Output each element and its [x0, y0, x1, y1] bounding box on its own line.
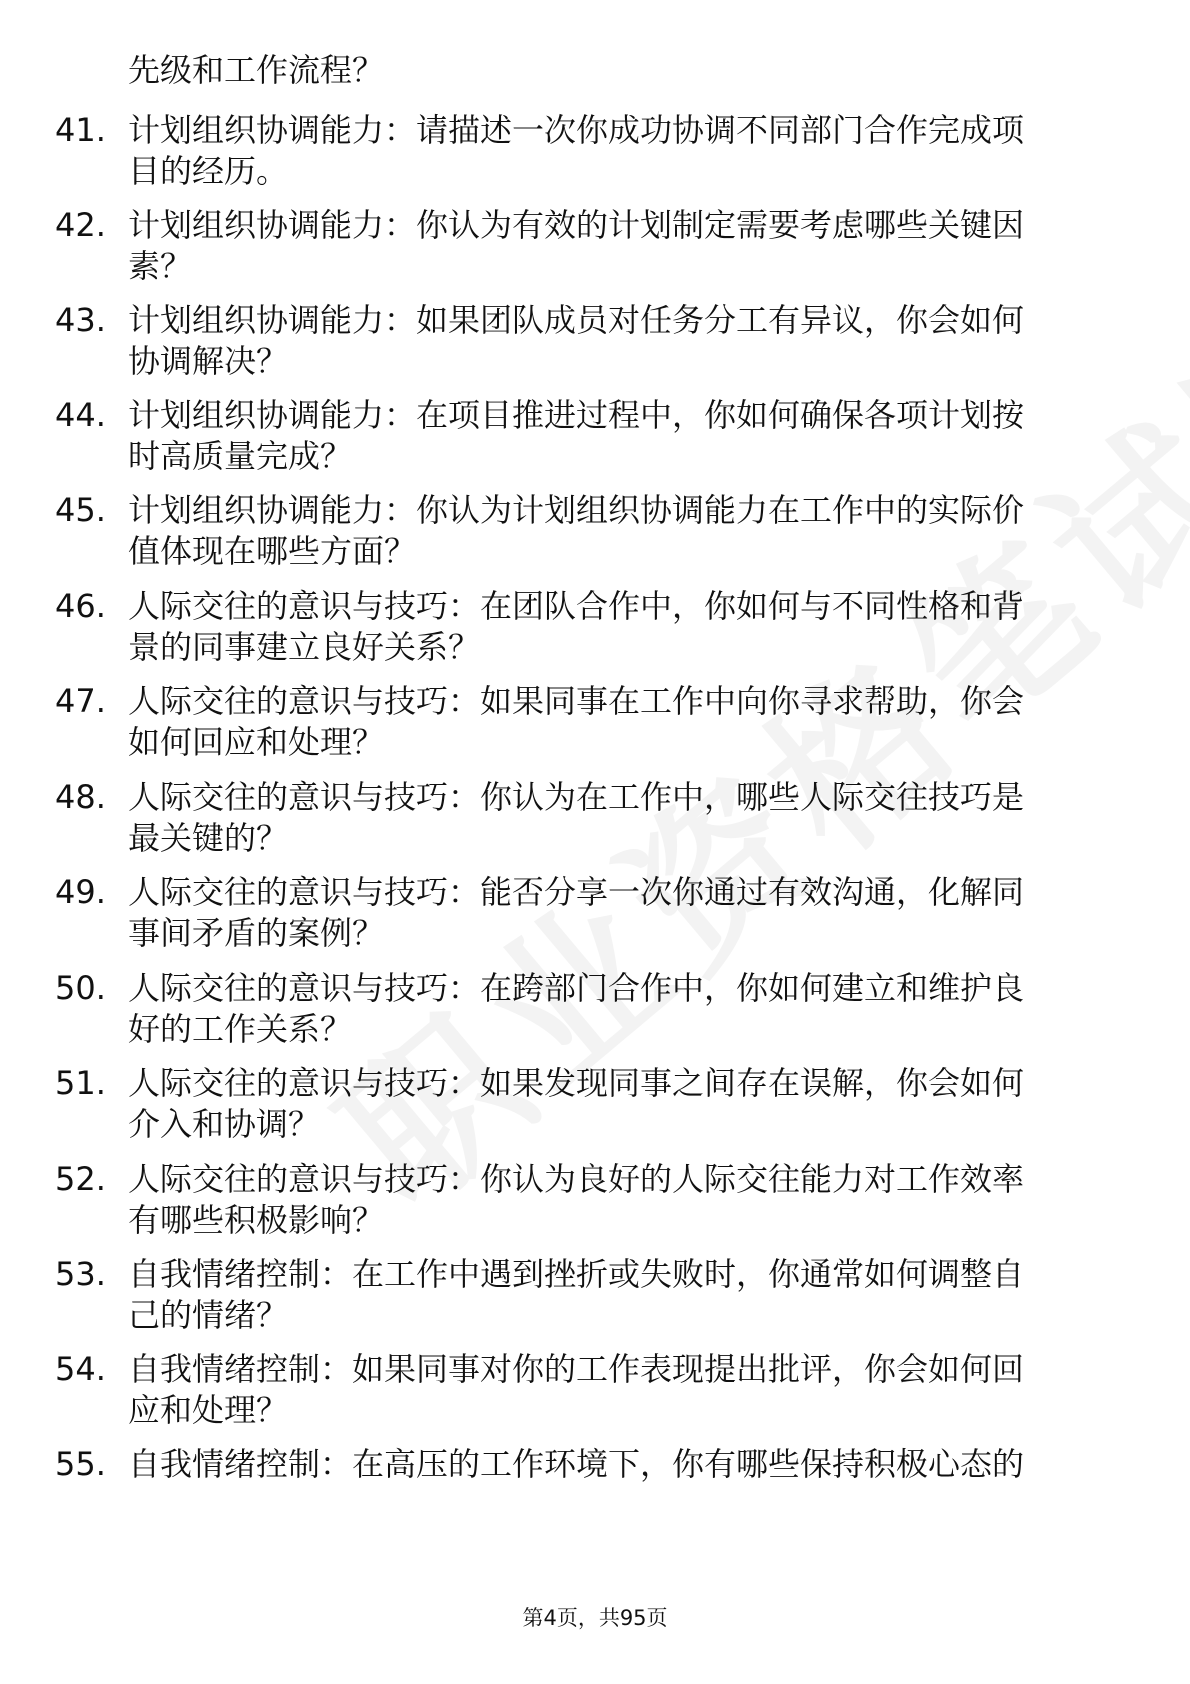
question-item: [0, 110, 1190, 194]
question-text-line: 素？: [128, 247, 193, 285]
question-item: [0, 586, 1190, 670]
question-text-line: 人际交往的意识与技巧：如果发现同事之间存在误解，你会如何: [128, 1064, 1025, 1102]
question-item: [0, 1063, 1190, 1147]
question-number: 44.: [55, 396, 106, 434]
question-item: [0, 205, 1190, 289]
question-text-line: 介入和协调？: [128, 1105, 321, 1143]
question-text-line: 好的工作关系？: [128, 1010, 353, 1048]
question-text-line: 景的同事建立良好关系？: [128, 628, 481, 666]
question-text-line: 己的情绪？: [128, 1296, 289, 1334]
question-item: [0, 1254, 1190, 1338]
question-item: [0, 872, 1190, 956]
question-text-line: 事间矛盾的案例？: [128, 914, 385, 952]
question-text-line: 计划组织协调能力：你认为有效的计划制定需要考虑哪些关键因: [128, 206, 1025, 244]
question-text-line: 应和处理？: [128, 1391, 289, 1429]
question-text-line: 人际交往的意识与技巧：能否分享一次你通过有效沟通，化解同: [128, 873, 1025, 911]
question-text-line: 时高质量完成？: [128, 437, 353, 475]
question-text-line: 值体现在哪些方面？: [128, 532, 417, 570]
question-text-line: 如何回应和处理？: [128, 723, 385, 761]
question-text-line: 自我情绪控制：如果同事对你的工作表现提出批评，你会如何回: [128, 1350, 1025, 1388]
question-number: 48.: [55, 778, 106, 816]
question-text-line: 人际交往的意识与技巧：你认为在工作中，哪些人际交往技巧是: [128, 778, 1025, 816]
question-text-line: 自我情绪控制：在工作中遇到挫折或失败时，你通常如何调整自: [128, 1255, 1025, 1293]
question-number: 55.: [55, 1445, 106, 1483]
question-number: 49.: [55, 873, 106, 911]
question-number: 45.: [55, 491, 106, 529]
question-text-line: 人际交往的意识与技巧：在跨部门合作中，你如何建立和维护良: [128, 969, 1025, 1007]
question-item: [0, 1349, 1190, 1433]
question-number: 47.: [55, 682, 106, 720]
continuation-text: 先级和工作流程？: [128, 51, 385, 89]
question-number: 53.: [55, 1255, 106, 1293]
question-number: 50.: [55, 969, 106, 1007]
question-text-line: 计划组织协调能力：在项目推进过程中，你如何确保各项计划按: [128, 396, 1025, 434]
question-number: 41.: [55, 111, 106, 149]
question-item: [0, 777, 1190, 861]
question-text-line: 人际交往的意识与技巧：如果同事在工作中向你寻求帮助，你会: [128, 682, 1025, 720]
question-text-line: 协调解决？: [128, 342, 289, 380]
question-item: [0, 968, 1190, 1052]
question-number: 46.: [55, 587, 106, 625]
page-footer: 第4页，共95页: [522, 1606, 668, 1630]
question-text-line: 自我情绪控制：在高压的工作环境下，你有哪些保持积极心态的: [128, 1445, 1025, 1483]
question-number: 43.: [55, 301, 106, 339]
question-text-line: 人际交往的意识与技巧：你认为良好的人际交往能力对工作效率: [128, 1160, 1025, 1198]
question-item: [0, 681, 1190, 765]
question-text-line: 有哪些积极影响？: [128, 1201, 385, 1239]
question-item: [0, 1444, 1190, 1528]
question-text-line: 计划组织协调能力：如果团队成员对任务分工有异议，你会如何: [128, 301, 1025, 339]
question-text-line: 计划组织协调能力：你认为计划组织协调能力在工作中的实际价: [128, 491, 1025, 529]
question-text-line: 最关键的？: [128, 819, 289, 857]
question-number: 52.: [55, 1160, 106, 1198]
question-item: [0, 490, 1190, 574]
question-text-line: 目的经历。: [128, 152, 289, 190]
question-text-line: 计划组织协调能力：请描述一次你成功协调不同部门合作完成项: [128, 111, 1025, 149]
question-number: 54.: [55, 1350, 106, 1388]
question-item: [0, 1159, 1190, 1243]
question-text-line: 人际交往的意识与技巧：在团队合作中，你如何与不同性格和背: [128, 587, 1025, 625]
question-number: 51.: [55, 1064, 106, 1102]
question-item: [0, 395, 1190, 479]
question-number: 42.: [55, 206, 106, 244]
question-item: [0, 300, 1190, 384]
